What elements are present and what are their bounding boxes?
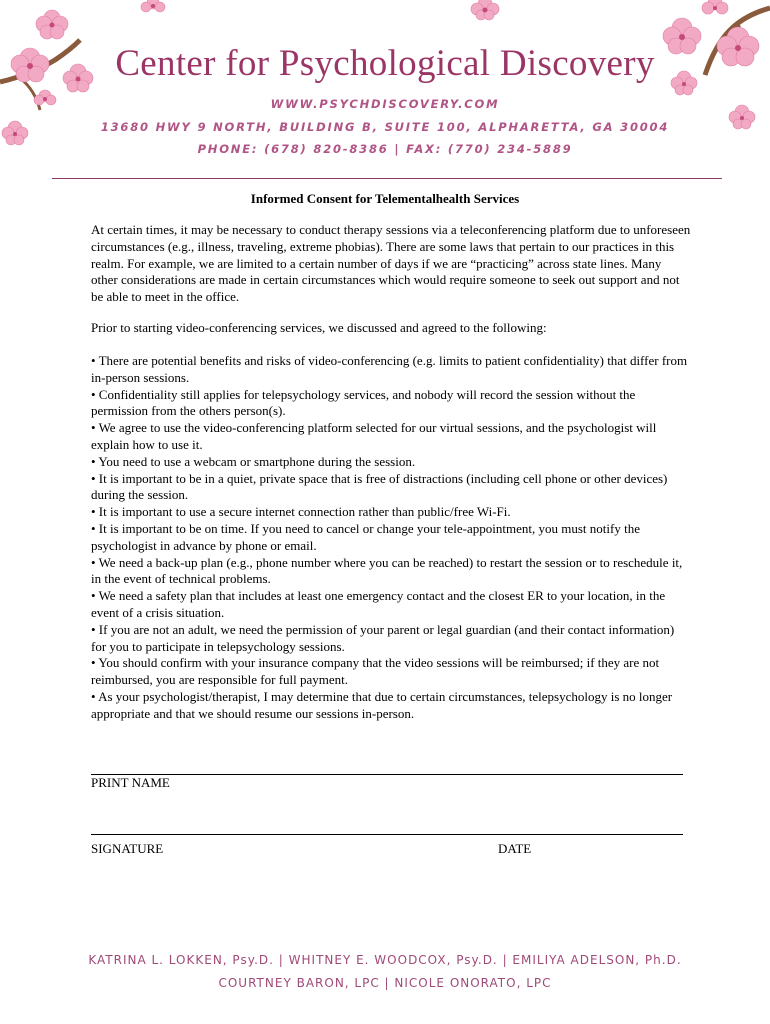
list-item: • We need a back-up plan (e.g., phone number where you can be reached) to restart the session or to reschedule it, in the event of technical problems. xyxy=(91,554,683,587)
list-item: • We agree to use the video-conferencing platform selected for our virtual sessions, and the psychologist will explain how to use it. xyxy=(91,420,657,452)
print-name-field[interactable] xyxy=(91,774,683,775)
consent-bullet-list xyxy=(91,353,691,723)
date-label: DATE xyxy=(498,841,532,856)
intro-paragraph: At certain times, it may be necessary to conduct therapy sessions via a teleconferencing platform due to unforeseen circumstances (e.g., illness, traveling, extreme phobias). There are some laws that pertain to our practices in this realm. For example, we are limited to a certain number of days if we are “practicing” across state lines. Many other considerations are made in certain circumstances which would require someone to seek out support and not be able to meet in the office. xyxy=(91,222,691,305)
clinic-website[interactable]: WWW.PSYCHDISCOVERY.COM xyxy=(270,97,500,111)
print-name-label: PRINT NAME xyxy=(91,775,170,790)
clinic-name: Center for Psychological Discovery xyxy=(115,43,655,84)
list-item: • We need a safety plan that includes at least one emergency contact and the closest ER to your location, in the event of a crisis situation. xyxy=(91,588,666,620)
document-title: Informed Consent for Telementalhealth Services xyxy=(250,191,520,206)
cherry-blossom-top-decoration xyxy=(135,0,175,20)
clinic-address: 13680 HWY 9 NORTH, BUILDING B, SUITE 100, ALPHARETTA, GA 30004 xyxy=(100,120,670,134)
list-item: • You should confirm with your insurance company that the video sessions will be reimbursed; if they are not reimbursed, you are responsible for full payment. xyxy=(91,655,660,688)
list-item: • It is important to be on time. If you need to cancel or change your tele-appointment, you must notify the psychologist in advance by phone or email. xyxy=(91,520,640,553)
list-item: • It is important to use a secure internet connection rather than public/free Wi-Fi. xyxy=(91,504,511,520)
clinic-phone-fax: PHONE: (678) 820-8386 | FAX: (770) 234-5889 xyxy=(197,142,573,156)
list-item: • As your psychologist/therapist, I may determine that due to certain circumstances, telepsychology is no longer appropriate and that we should resume our sessions in-person. xyxy=(91,688,673,721)
footer-clinicians-line1: KATRINA L. LOKKEN, Psy.D. | WHITNEY E. WOODCOX, Psy.D. | EMILIYA ADELSON, Ph.D. xyxy=(88,953,682,967)
list-item: • It is important to be in a quiet, private space that is free of distractions (including cell phone or other devices) during the session. xyxy=(91,470,668,503)
signature-field[interactable] xyxy=(91,834,683,835)
cherry-blossom-top-right-small-decoration xyxy=(465,0,505,22)
signature-label: SIGNATURE xyxy=(91,841,164,856)
list-item: • Confidentiality still applies for telepsychology services, and nobody will record the session without the permission from the others person(s). xyxy=(91,386,636,419)
list-item: • You need to use a webcam or smartphone during the session. xyxy=(91,453,416,469)
footer-clinicians-line2: COURTNEY BARON, LPC | NICOLE ONORATO, LPC xyxy=(218,976,552,990)
agreement-paragraph: Prior to starting video-conferencing services, we discussed and agreed to the following: xyxy=(91,320,547,335)
list-item: • If you are not an adult, we need the permission of your parent or legal guardian (and their contact information) for you to participate in telepsychology sessions. xyxy=(91,621,675,654)
header-divider xyxy=(52,178,722,179)
list-item: • There are potential benefits and risks of video-conferencing (e.g. limits to patient confidentiality) that differ from in-person sessions. xyxy=(91,353,688,385)
